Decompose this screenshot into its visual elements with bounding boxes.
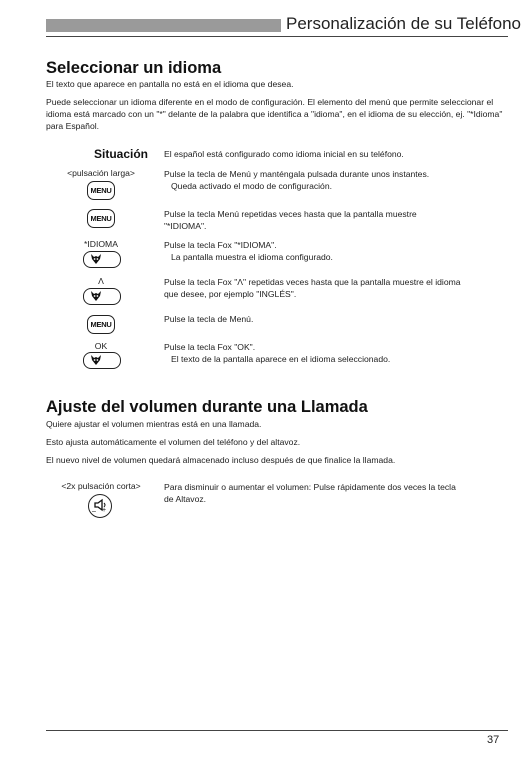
menu-key-icon: MENU bbox=[87, 209, 115, 228]
step-4-text bbox=[164, 276, 504, 300]
fox-head-icon bbox=[90, 290, 102, 302]
volume-step-label: <2x pulsación corta> bbox=[61, 481, 141, 491]
step-2-text bbox=[164, 208, 504, 232]
page-number: 37 bbox=[487, 734, 500, 746]
fox-key-icon bbox=[83, 352, 121, 369]
step-6-line-1: Pulse la tecla Fox "OK". bbox=[164, 342, 256, 352]
header-title: Personalización de su Teléfono bbox=[286, 14, 522, 33]
step-3-text bbox=[164, 239, 504, 263]
step-6-line-2: El texto de la pantalla aparece en el idioma seleccionado. bbox=[171, 354, 391, 364]
step-6-label: OK bbox=[94, 341, 108, 351]
situation-label: Situación bbox=[94, 147, 149, 161]
footer-rule bbox=[46, 730, 508, 731]
step-1-label: <pulsación larga> bbox=[67, 168, 135, 178]
menu-key-icon: MENU bbox=[87, 315, 115, 334]
volume-minus-symbol: – bbox=[92, 508, 96, 515]
description-text: Puede seleccionar un idioma diferente en el modo de configuración. El elemento del menú que permite seleccionar el idioma está marcado con un "*" delante de la palabra que identifica a "idioma", en el idioma de su elección, ej. "*Idioma" para Español. bbox=[46, 97, 503, 131]
step-3-label: *IDIOMA bbox=[84, 239, 118, 249]
volume-storage-text: El nuevo nivel de volumen quedará almacenado incluso después de que finalice la llamada. bbox=[46, 455, 396, 465]
step-3-line-1: Pulse la tecla Fox "*IDIOMA". bbox=[164, 240, 277, 250]
header-bar bbox=[46, 19, 281, 32]
fox-head-icon bbox=[90, 354, 102, 366]
volume-step-text bbox=[164, 481, 504, 505]
volume-plus-symbol: + bbox=[102, 507, 107, 514]
fox-head-icon bbox=[90, 253, 102, 265]
step-5-line-1: Pulse la tecla de Menú. bbox=[164, 314, 254, 324]
step-2-line-2: "*IDIOMA". bbox=[164, 221, 207, 231]
step-1-text bbox=[164, 168, 504, 192]
step-4-label: Λ bbox=[98, 276, 104, 286]
step-1-line-1: Pulse la tecla de Menú y manténgala pulsada durante unos instantes. bbox=[164, 169, 430, 179]
speaker-key-icon bbox=[88, 494, 112, 518]
volume-step-line-1: Para disminuir o aumentar el volumen: Pulse rápidamente dos veces la tecla bbox=[164, 482, 456, 492]
header-rule bbox=[46, 36, 508, 37]
step-3-line-2: La pantalla muestra el idioma configurado. bbox=[171, 252, 333, 262]
volume-intro-text: Quiere ajustar el volumen mientras está en una llamada. bbox=[46, 419, 262, 429]
fox-key-icon bbox=[83, 251, 121, 268]
situation-text: El español está configurado como idioma inicial en su teléfono. bbox=[164, 149, 404, 159]
volume-step-line-2: de Altavoz. bbox=[164, 494, 207, 504]
step-4-line-2: que desee, por ejemplo "INGLÉS". bbox=[164, 289, 297, 299]
step-1-line-2: Queda activado el modo de configuración. bbox=[171, 181, 332, 191]
fox-key-icon bbox=[83, 288, 121, 305]
step-5-text bbox=[164, 313, 504, 325]
section-title-language: Seleccionar un idioma bbox=[46, 59, 222, 77]
intro-text: El texto que aparece en pantalla no está en el idioma que desea. bbox=[46, 79, 294, 89]
section-title-volume: Ajuste del volumen durante una Llamada bbox=[46, 398, 368, 416]
step-4-line-1: Pulse la tecla Fox "Λ" repetidas veces hasta que la pantalla muestre el idioma bbox=[164, 277, 461, 287]
volume-description-text: Esto ajusta automáticamente el volumen del teléfono y del altavoz. bbox=[46, 437, 301, 447]
step-2-line-1: Pulse la tecla Menú repetidas veces hasta que la pantalla muestre bbox=[164, 209, 417, 219]
menu-key-icon: MENU bbox=[87, 181, 115, 200]
step-6-text bbox=[164, 341, 504, 365]
